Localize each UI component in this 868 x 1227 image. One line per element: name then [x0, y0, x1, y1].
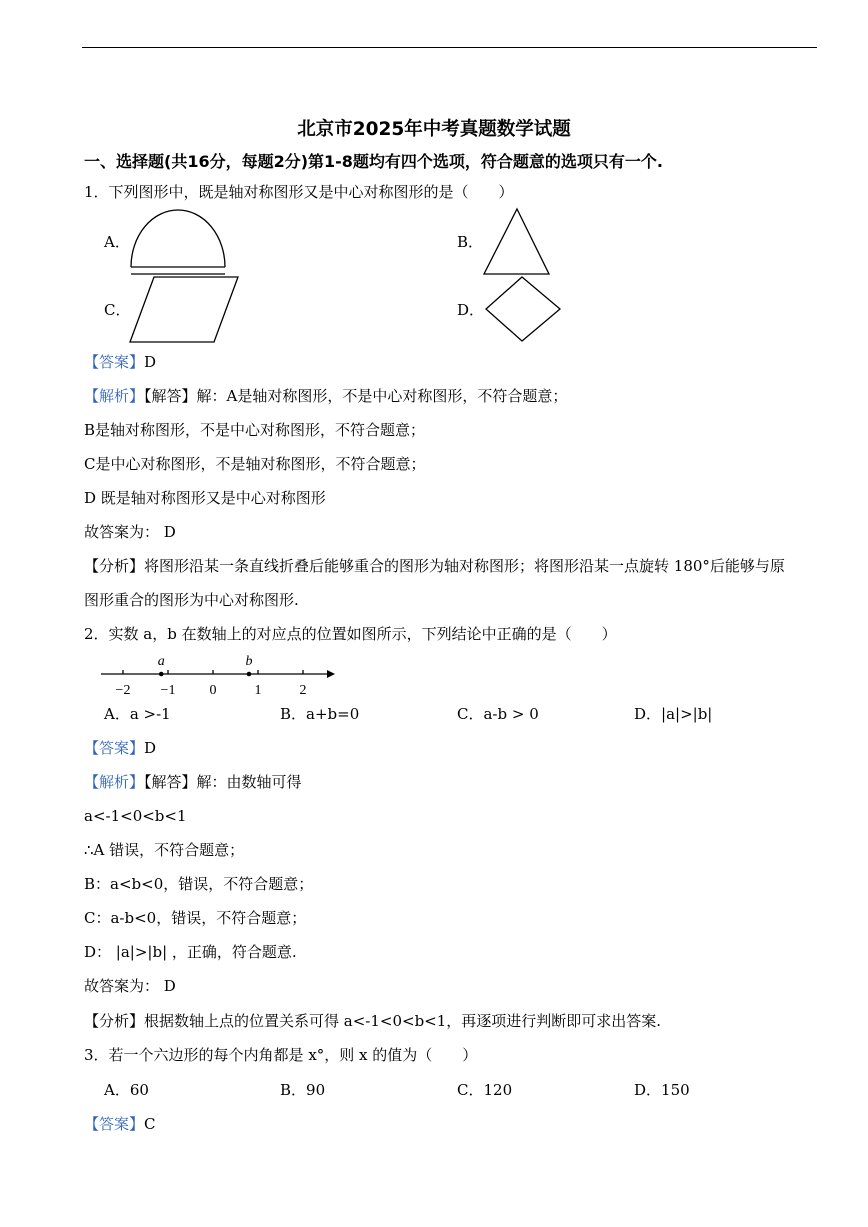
q1-stem: 1．下列图形中，既是轴对称图形又是中心对称图形的是（ ） — [84, 183, 514, 201]
q1-fenxi: 【分析】将图形沿某一条直线折叠后能够重合的图形为轴对称图形；将图形沿某一点旋转 180°后能够与原 — [84, 557, 785, 575]
q2-analysis-line: ∴A 错误，不符合题意； — [84, 841, 245, 859]
number-line-tick-label: −1 — [160, 683, 176, 698]
q1-analysis-line: B是轴对称图形，不是中心对称图形，不符合题意； — [84, 421, 426, 439]
q3-option-c: C．120 — [457, 1081, 513, 1099]
q1-answer — [84, 352, 156, 372]
number-line-point-label: a — [157, 654, 165, 669]
number-line-point-label: b — [245, 654, 253, 669]
number-line-tick-label: 0 — [209, 683, 217, 698]
triangle-shape — [482, 207, 552, 277]
q2-option-c: C．a-b > 0 — [457, 705, 539, 723]
q1-analysis-line: D 既是轴对称图形又是中心对称图形 — [84, 489, 326, 507]
number-line-tick-label: −2 — [115, 683, 131, 698]
q2-analysis-line: D： |a|>|b| ，正确，符合题意. — [84, 943, 297, 961]
semicircle-shape — [128, 205, 228, 277]
number-line-tick-label: 1 — [254, 683, 262, 698]
q2-answer — [84, 738, 156, 758]
answer-tag: 【答案】 — [84, 739, 145, 757]
q3-option-a: A．60 — [104, 1081, 149, 1099]
q1-final-answer: 故答案为： D — [84, 523, 176, 541]
header-rule — [82, 47, 817, 48]
q2-analysis-line: C：a-b<0，错误，不符合题意； — [84, 909, 307, 927]
page-title: 北京市2025年中考真题数学试题 — [297, 119, 571, 140]
q1-fenxi-cont: 图形重合的图形为中心对称图形. — [84, 591, 299, 609]
analysis-lead: 【解答】解：A是轴对称图形，不是中心对称图形，不符合题意； — [144, 387, 568, 405]
q2-analysis-line: B：a<b<0，错误，不符合题意； — [84, 875, 314, 893]
answer-tag: 【答案】 — [84, 1115, 145, 1133]
q2-option-d: D．|a|>|b| — [634, 705, 713, 723]
q3-stem: 3．若一个六边形的每个内角都是 x°，则 x 的值为（ ） — [84, 1046, 478, 1064]
q2-option-a: A．a >-1 — [104, 705, 171, 723]
answer-tag: 【答案】 — [84, 353, 145, 371]
q1-option-b-label: B． — [457, 233, 484, 251]
q2-analysis — [84, 772, 302, 792]
answer-value: D — [144, 739, 157, 757]
q1-option-c-label: C． — [104, 301, 131, 319]
q2-analysis-line: a<-1<0<b<1 — [84, 807, 187, 825]
rhombus-shape — [484, 275, 562, 345]
number-line-point-b — [247, 672, 252, 677]
q2-final-answer: 故答案为： D — [84, 977, 176, 995]
analysis-tag: 【解析】 — [84, 773, 145, 791]
analysis-lead: 【解答】解：由数轴可得 — [144, 773, 302, 791]
number-line-arrow — [327, 670, 335, 678]
q1-option-a-label: A． — [104, 233, 130, 251]
q3-option-b: B．90 — [280, 1081, 326, 1099]
q3-option-d: D．150 — [634, 1081, 690, 1099]
number-line-tick-label: 2 — [299, 683, 307, 698]
q2-stem: 2．实数 a，b 在数轴上的对应点的位置如图所示，下列结论中正确的是（ ） — [84, 625, 617, 643]
q1-analysis — [84, 386, 567, 406]
answer-value: D — [144, 353, 157, 371]
parallelogram-shape — [128, 275, 240, 345]
q1-option-d-label: D． — [457, 301, 485, 319]
q2-fenxi: 【分析】根据数轴上点的位置关系可得 a<-1<0<b<1，再逐项进行判断即可求出答案. — [84, 1012, 662, 1030]
analysis-tag: 【解析】 — [84, 387, 145, 405]
answer-value: C — [144, 1115, 156, 1133]
q2-option-b: B．a+b=0 — [280, 705, 360, 723]
section-heading: 一、选择题(共16分，每题2分)第1-8题均有四个选项，符合题意的选项只有一个. — [84, 152, 664, 171]
number-line-point-a — [159, 672, 164, 677]
q1-analysis-line: C是中心对称图形，不是轴对称图形，不符合题意； — [84, 455, 426, 473]
q3-answer — [84, 1114, 156, 1134]
number-line-figure — [95, 650, 335, 698]
